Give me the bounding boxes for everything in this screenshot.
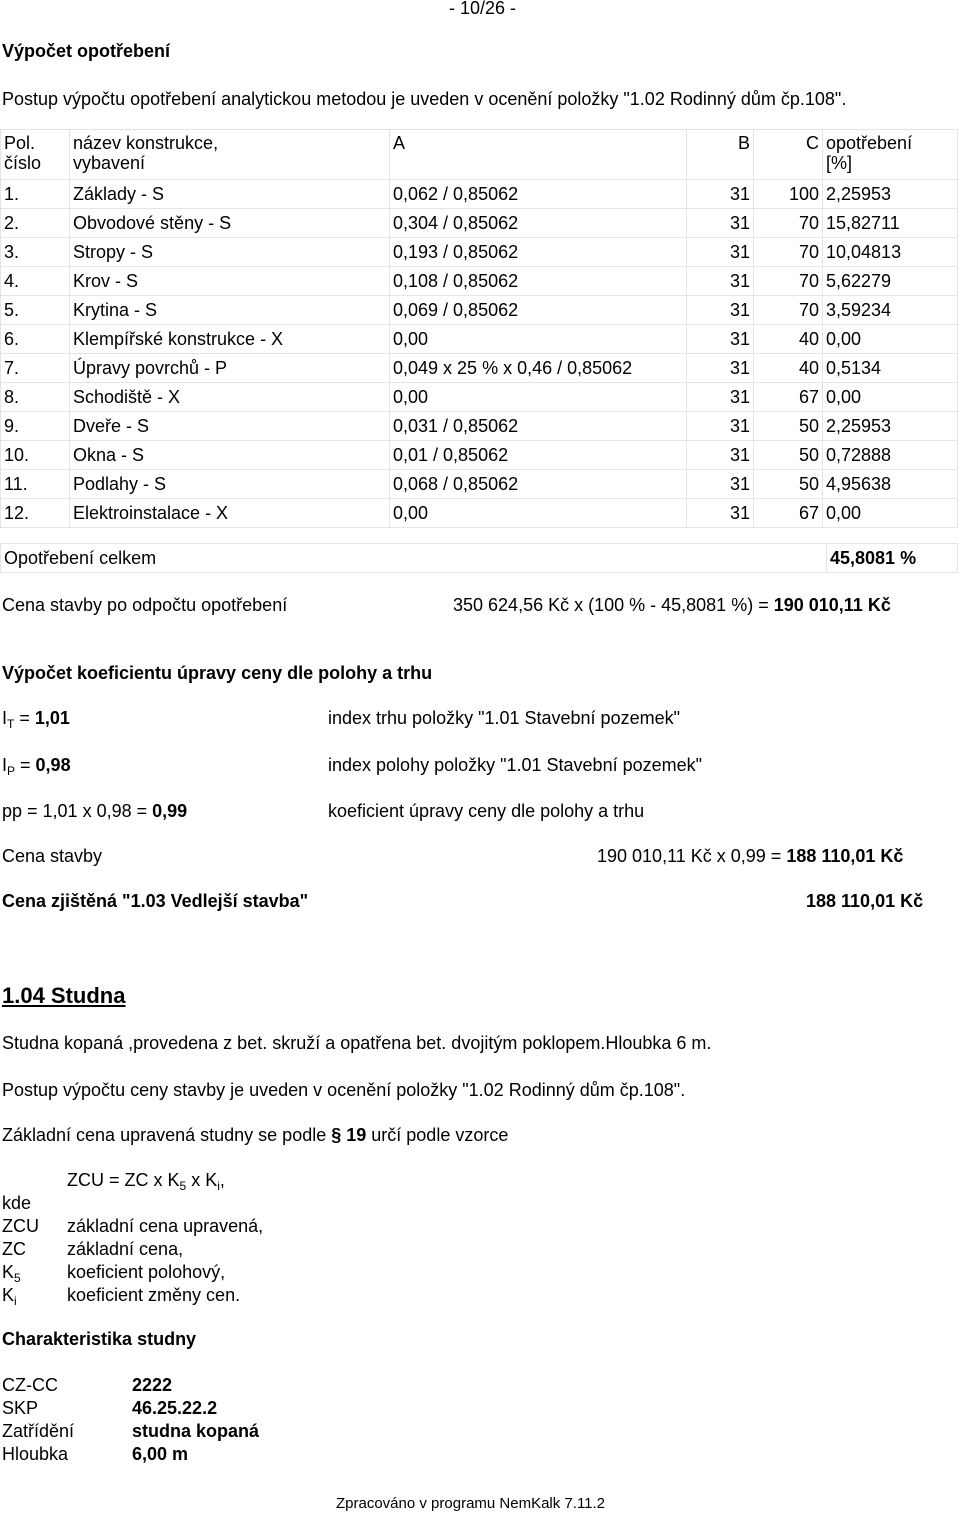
legend-description: koeficient změny cen. (67, 1285, 241, 1305)
legend-description: základní cena upravená, (67, 1216, 264, 1236)
row-c: 70 (754, 238, 823, 267)
coef-title: Výpočet koeficientu úpravy ceny dle polohy a trhu (2, 663, 433, 683)
basic-pre: Základní cena upravená studny se podle (2, 1125, 332, 1145)
table-row (1, 267, 958, 296)
table-row (1, 383, 958, 412)
price-after-result: 190 010,11 Kč (773, 595, 891, 615)
price-after-calc-text: 350 624,56 Kč x (100 % - 45,8081 %) = (453, 595, 774, 615)
row-name: Úpravy povrchů - P (70, 354, 390, 383)
row-c: 40 (754, 325, 823, 354)
row-number: 1. (1, 180, 70, 209)
pp-label: pp = 1,01 x 0,98 = (2, 801, 153, 821)
building-price-calc-text: 190 010,11 Kč x 0,99 = (597, 846, 787, 866)
total-value: 45,8081 % (827, 544, 958, 573)
row-number: 10. (1, 441, 70, 470)
table-row (1, 209, 958, 238)
table-row (1, 238, 958, 267)
building-price-calc (597, 846, 903, 867)
formula-sub1: 5 (179, 1179, 187, 1193)
well-formula (67, 1170, 225, 1191)
row-a: 0,00 (390, 499, 687, 528)
footer: Zpracováno v programu NemKalk 7.11.2 (336, 1495, 606, 1512)
char-key: SKP (2, 1398, 39, 1418)
row-b: 31 (687, 296, 754, 325)
row-name: Stropy - S (70, 238, 390, 267)
header-c: C (754, 130, 823, 180)
ip-subscript: P (7, 764, 16, 778)
legend-description: koeficient polohový, (67, 1262, 226, 1282)
row-a: 0,068 / 0,85062 (390, 470, 687, 499)
row-name: Elektroinstalace - X (70, 499, 390, 528)
row-c: 40 (754, 354, 823, 383)
char-title: Charakteristika studny (2, 1329, 197, 1349)
pp-value: 0,99 (152, 801, 188, 821)
table-row (1, 296, 958, 325)
basic-paragraph: § 19 (331, 1125, 367, 1145)
row-wear: 5,62279 (823, 267, 958, 296)
table-row (1, 499, 958, 528)
ip-symbol: I (2, 755, 8, 775)
header-b: B (687, 130, 754, 180)
ip-value: 0,98 (35, 755, 71, 775)
row-number: 11. (1, 470, 70, 499)
header-a: A (390, 130, 687, 180)
char-key: CZ-CC (2, 1375, 58, 1395)
pp-description: koeficient úpravy ceny dle polohy a trhu (328, 801, 645, 821)
row-c: 70 (754, 296, 823, 325)
row-a: 0,00 (390, 383, 687, 412)
kde-label: kde (2, 1193, 32, 1213)
row-c: 50 (754, 470, 823, 499)
row-c: 70 (754, 209, 823, 238)
well-procedure: Postup výpočtu ceny stavby je uveden v ocenění položky "1.02 Rodinný dům čp.108". (2, 1080, 686, 1100)
header-wear2-text: [%] (826, 153, 853, 173)
it-value: 1,01 (34, 708, 70, 728)
wear-table-body (1, 180, 958, 528)
row-number: 4. (1, 267, 70, 296)
ip-eq: = (15, 755, 36, 775)
row-c: 67 (754, 499, 823, 528)
header-name2-text: vybavení (73, 153, 146, 173)
row-wear: 0,00 (823, 383, 958, 412)
row-name: Krytina - S (70, 296, 390, 325)
ip-formula (2, 755, 71, 776)
price-after-calc (453, 595, 891, 616)
well-basic-price-text (2, 1125, 508, 1146)
row-name: Schodiště - X (70, 383, 390, 412)
row-c: 70 (754, 267, 823, 296)
row-name: Klempířské konstrukce - X (70, 325, 390, 354)
row-b: 31 (687, 325, 754, 354)
found-price-label: Cena zjištěná "1.03 Vedlejší stavba" (2, 891, 309, 911)
legend-description: základní cena, (67, 1239, 184, 1259)
price-after-label: Cena stavby po odpočtu opotřebení (2, 595, 288, 615)
found-price-value: 188 110,01 Kč (806, 891, 924, 911)
row-number: 2. (1, 209, 70, 238)
it-formula (2, 708, 70, 729)
row-number: 12. (1, 499, 70, 528)
row-b: 31 (687, 180, 754, 209)
row-a: 0,069 / 0,85062 (390, 296, 687, 325)
row-number: 9. (1, 412, 70, 441)
formula-post: , (219, 1170, 225, 1190)
legend-symbol-text: K (2, 1285, 15, 1305)
formula-pre: ZCU = ZC x K (67, 1170, 180, 1190)
legend-subscript: 5 (14, 1271, 21, 1285)
legend-symbol (2, 1216, 39, 1237)
row-wear: 15,82711 (823, 209, 958, 238)
row-c: 50 (754, 441, 823, 470)
intro-text: Postup výpočtu opotřebení analytickou metodou je uveden v ocenění položky "1.02 Rodinný dům čp.108". (2, 89, 847, 109)
row-name: Podlahy - S (70, 470, 390, 499)
row-wear: 2,25953 (823, 412, 958, 441)
row-b: 31 (687, 383, 754, 412)
table-row (1, 412, 958, 441)
row-number: 6. (1, 325, 70, 354)
table-header-row (1, 130, 958, 180)
row-wear: 3,59234 (823, 296, 958, 325)
table-row (1, 441, 958, 470)
it-subscript: T (7, 717, 15, 731)
basic-post: určí podle vzorce (366, 1125, 509, 1145)
table-row (1, 180, 958, 209)
header-pol (1, 130, 70, 180)
legend-symbol-text: ZCU (2, 1216, 39, 1236)
building-price-result: 188 110,01 Kč (786, 846, 904, 866)
row-c: 50 (754, 412, 823, 441)
char-key: Hloubka (2, 1444, 69, 1464)
row-b: 31 (687, 238, 754, 267)
row-number: 7. (1, 354, 70, 383)
legend-symbol (2, 1239, 26, 1260)
row-wear: 0,00 (823, 325, 958, 354)
table-row (1, 470, 958, 499)
row-wear: 0,00 (823, 499, 958, 528)
legend-symbol (2, 1285, 17, 1306)
row-a: 0,193 / 0,85062 (390, 238, 687, 267)
row-wear: 4,95638 (823, 470, 958, 499)
row-b: 31 (687, 412, 754, 441)
total-row (1, 544, 958, 573)
formula-mid: x K (186, 1170, 218, 1190)
legend-symbol-text: ZC (2, 1239, 26, 1259)
row-b: 31 (687, 441, 754, 470)
legend-symbol-text: K (2, 1262, 15, 1282)
pp-formula (2, 801, 187, 822)
wear-table (0, 129, 958, 528)
header-wear1-text: opotřebení (826, 133, 913, 153)
row-name: Dveře - S (70, 412, 390, 441)
row-number: 5. (1, 296, 70, 325)
row-wear: 0,72888 (823, 441, 958, 470)
section-title: Výpočet opotřebení (2, 41, 171, 61)
row-name: Okna - S (70, 441, 390, 470)
row-b: 31 (687, 470, 754, 499)
row-wear: 2,25953 (823, 180, 958, 209)
char-value: 6,00 m (132, 1444, 189, 1464)
ip-description: index polohy položky "1.01 Stavební pozemek" (328, 755, 703, 775)
row-a: 0,01 / 0,85062 (390, 441, 687, 470)
row-number: 8. (1, 383, 70, 412)
it-symbol: I (2, 708, 8, 728)
char-value: studna kopaná (132, 1421, 260, 1441)
row-name: Krov - S (70, 267, 390, 296)
row-wear: 0,5134 (823, 354, 958, 383)
header-name1-text: název konstrukce, (73, 133, 219, 153)
row-a: 0,031 / 0,85062 (390, 412, 687, 441)
it-description: index trhu položky "1.01 Stavební pozemek" (328, 708, 680, 728)
row-b: 31 (687, 209, 754, 238)
row-wear: 10,04813 (823, 238, 958, 267)
char-key: Zatřídění (2, 1421, 75, 1441)
row-a: 0,304 / 0,85062 (390, 209, 687, 238)
building-price-label: Cena stavby (2, 846, 103, 866)
well-heading: 1.04 Studna (2, 983, 126, 1008)
table-row (1, 354, 958, 383)
char-value: 46.25.22.2 (132, 1398, 218, 1418)
table-row (1, 325, 958, 354)
row-name: Základy - S (70, 180, 390, 209)
legend-symbol (2, 1262, 21, 1283)
formula-sub2: i (217, 1179, 220, 1193)
it-eq: = (14, 708, 35, 728)
header-name (70, 130, 390, 180)
header-pol-text: Pol. (4, 133, 36, 153)
row-b: 31 (687, 354, 754, 383)
total-wear-table (0, 543, 958, 573)
header-wear (823, 130, 958, 180)
well-description: Studna kopaná ,provedena z bet. skruží a opatřena bet. dvojitým poklopem.Hloubka 6 m. (2, 1033, 712, 1053)
row-b: 31 (687, 499, 754, 528)
row-name: Obvodové stěny - S (70, 209, 390, 238)
header-cislo-text: číslo (4, 153, 42, 173)
total-label: Opotřebení celkem (1, 544, 827, 573)
page-number: - 10/26 - (449, 0, 517, 18)
row-c: 100 (754, 180, 823, 209)
row-b: 31 (687, 267, 754, 296)
row-a: 0,108 / 0,85062 (390, 267, 687, 296)
row-a: 0,062 / 0,85062 (390, 180, 687, 209)
row-a: 0,049 x 25 % x 0,46 / 0,85062 (390, 354, 687, 383)
row-c: 67 (754, 383, 823, 412)
char-value: 2222 (132, 1375, 173, 1395)
row-a: 0,00 (390, 325, 687, 354)
row-number: 3. (1, 238, 70, 267)
legend-subscript: i (14, 1294, 17, 1308)
